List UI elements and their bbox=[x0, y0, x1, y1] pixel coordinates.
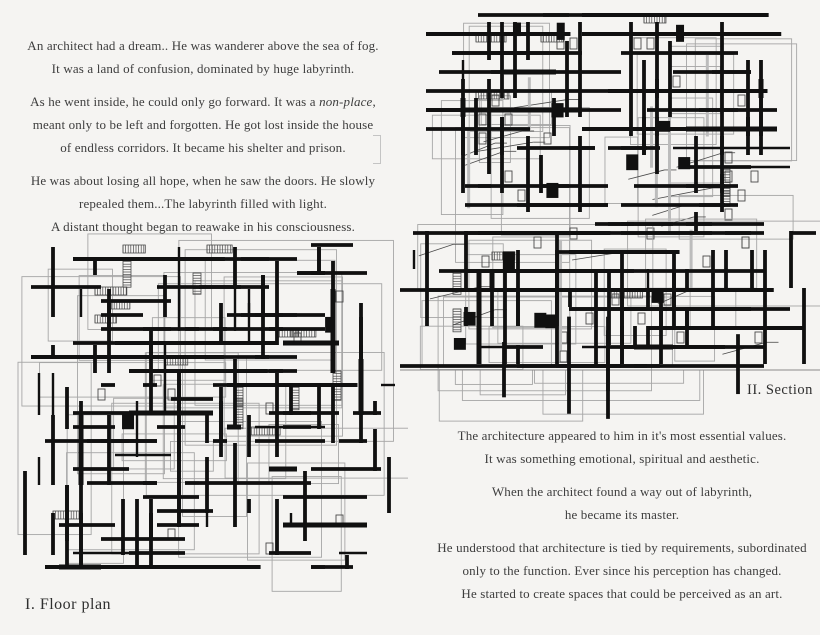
story-line: repealed them...The labyrinth filled with light. bbox=[79, 196, 327, 211]
story-paragraph bbox=[428, 424, 816, 470]
story-line: only to the function. Ever since his perception has changed. bbox=[462, 563, 782, 578]
story-paragraph bbox=[428, 480, 816, 526]
story-paragraph bbox=[428, 536, 816, 605]
story-line: It was a land of confusion, dominated by huge labyrinth. bbox=[51, 61, 355, 76]
non-place-italic: non-place bbox=[319, 94, 373, 109]
story-text-bottom bbox=[428, 424, 816, 615]
story-paragraph bbox=[12, 34, 394, 80]
story-line: of endless corridors. It became his shelter and prison. bbox=[60, 140, 346, 155]
story-line: It was something emotional, spiritual and aesthetic. bbox=[484, 451, 760, 466]
section-label: II. Section bbox=[747, 382, 813, 398]
story-paragraph bbox=[12, 90, 394, 159]
story-line: He started to create spaces that could be perceived as an art. bbox=[461, 586, 783, 601]
story-line: He understood that architecture is tied by requirements, subordinated bbox=[437, 540, 807, 555]
story-line: The architecture appeared to him in it's most essential values. bbox=[457, 428, 787, 443]
story-line: he became its master. bbox=[564, 507, 680, 522]
section-drawing bbox=[400, 3, 820, 433]
floor-plan-label: I. Floor plan bbox=[25, 596, 112, 613]
story-line: meant only to be left and forgotten. He got lost inside the house bbox=[32, 117, 374, 132]
story-line: When the architect found a way out of labyrinth, bbox=[491, 484, 753, 499]
floor-plan-drawing bbox=[3, 233, 408, 608]
story-line: He was about losing all hope, when he saw the doors. He slowly bbox=[30, 173, 376, 188]
story-line: A distant thought began to reawake in his consciousness. bbox=[50, 219, 356, 234]
story-paragraph bbox=[12, 169, 394, 238]
story-text-top bbox=[12, 34, 394, 248]
bracket-mark bbox=[373, 135, 381, 164]
story-line: An architect had a dream.. He was wanderer above the sea of fog. bbox=[27, 38, 379, 53]
story-line: As he went inside, he could only go forward. It was a non-place, bbox=[30, 94, 376, 109]
